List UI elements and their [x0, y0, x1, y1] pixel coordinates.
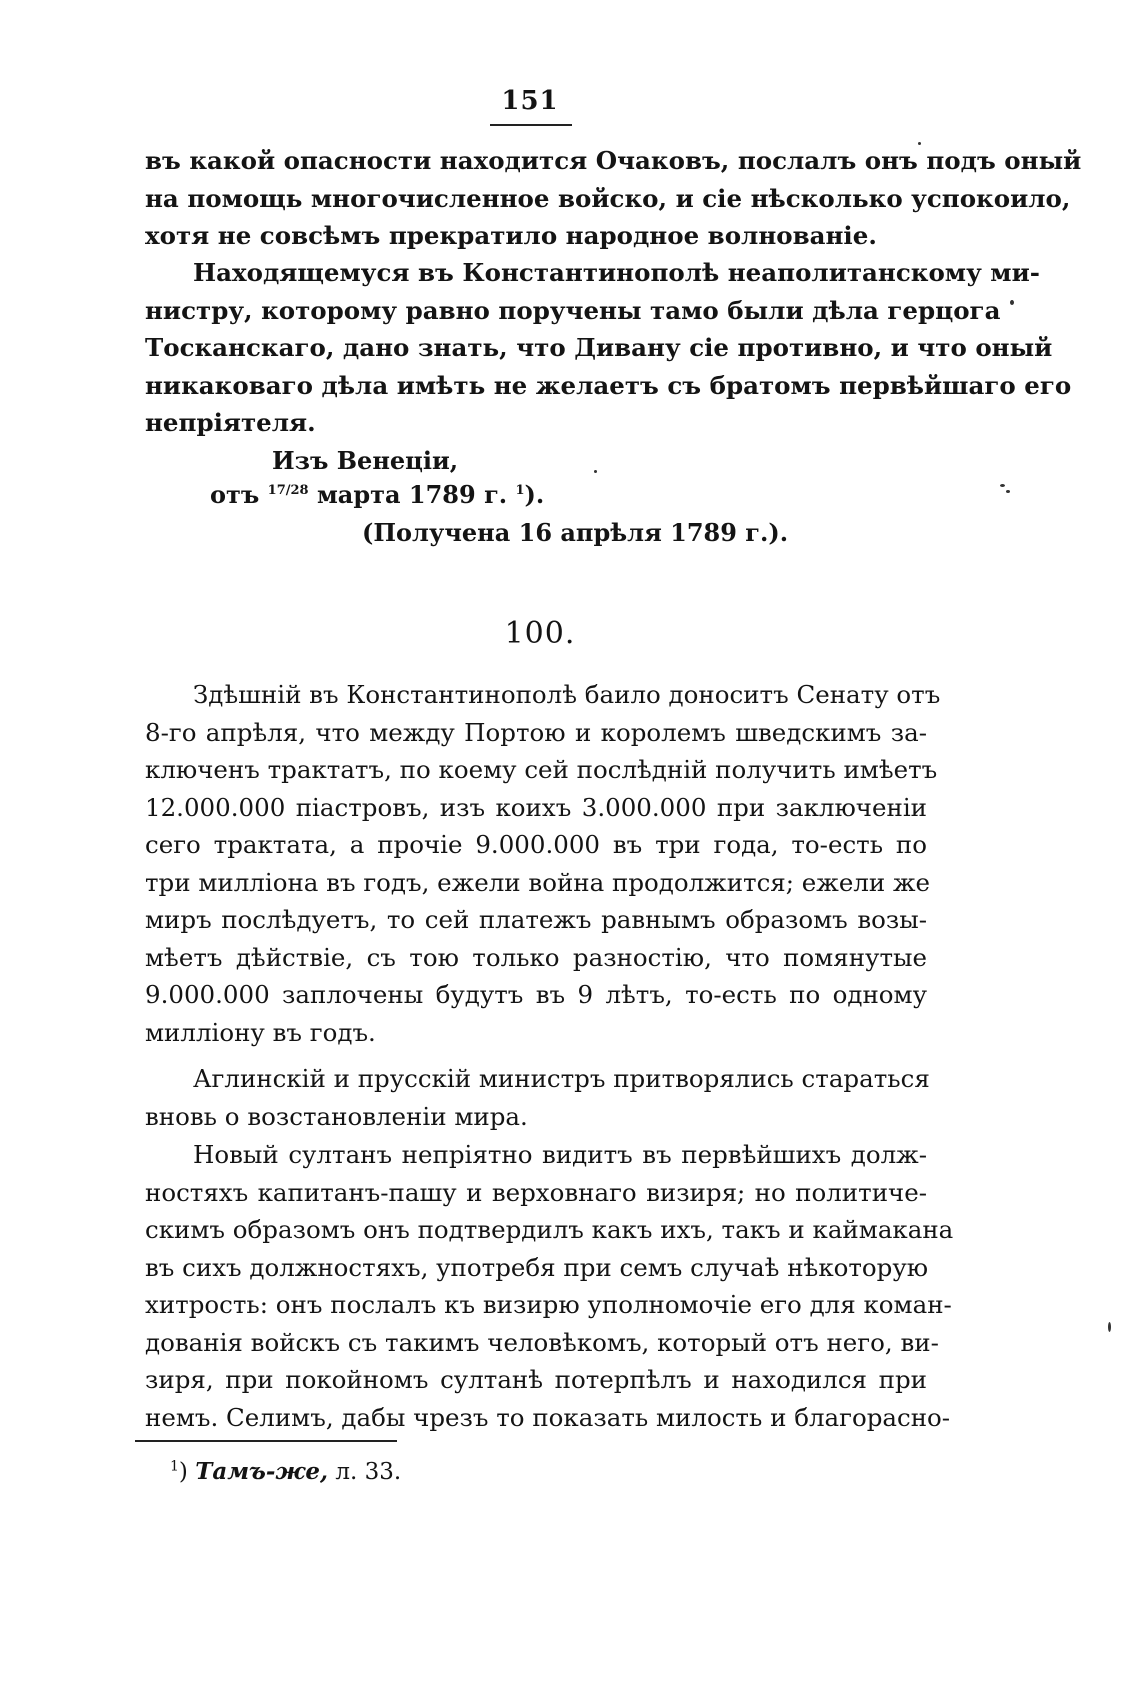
continuation-paragraph — [145, 142, 1082, 255]
dateline-date — [210, 480, 544, 509]
text-line: Тосканскаго, дано знать, что Дивану сіе противно, и что оный — [145, 333, 1053, 362]
text-line: мѣетъ дѣйствіе, съ тою только разностію, что помянутые — [145, 942, 927, 972]
text-line: въ какой опасности находится Очаковъ, послалъ онъ подъ оный — [145, 146, 1082, 175]
page-number-rule — [490, 124, 572, 126]
text-line: нистру, которому равно поручены тамо были дѣла герцога — [145, 295, 1001, 325]
page-number: 151 — [501, 86, 559, 116]
text-line: ностяхъ капитанъ-пашу и верховнаго визиря; но политиче- — [145, 1177, 927, 1207]
text-line: Новый султанъ непріятно видитъ въ первѣйшихъ долж- — [193, 1140, 927, 1169]
footnote-source: Тамъ-же, — [195, 1458, 329, 1485]
text-line: скимъ образомъ онъ подтвердилъ какъ ихъ, такъ и каймакана — [145, 1215, 954, 1244]
text-line: три милліона въ годъ, ежели война продолжится; ежели же — [145, 867, 931, 897]
text-line: дованія войскъ съ такимъ человѣкомъ, который отъ него, ви- — [145, 1327, 939, 1357]
document-number: 100. — [504, 616, 576, 651]
scan-speck — [1010, 300, 1014, 305]
scan-speck — [1108, 1322, 1111, 1332]
bailo-paragraph — [145, 676, 941, 1051]
footnote-rule — [135, 1440, 397, 1442]
text-line: въ сихъ должностяхъ, употребя при семъ случаѣ нѣкоторую — [145, 1252, 929, 1282]
date-prefix: отъ — [210, 480, 260, 509]
text-line: 8-го апрѣля, что между Портою и королемъ шведскимъ за- — [145, 717, 927, 747]
scan-speck — [1000, 484, 1005, 487]
footnote-leaf: л. 33. — [335, 1459, 402, 1485]
scan-speck — [1006, 490, 1010, 493]
footnote-marker: 1 — [170, 1458, 179, 1475]
text-line: Здѣшній въ Константинополѣ баило доноситъ Сенату отъ — [193, 680, 941, 709]
footnote: $^1$) Тамъ-же, л. 33. — [170, 1458, 402, 1485]
text-line: немъ. Селимъ, дабы чрезъ то показать милость и благорасно- — [145, 1402, 951, 1432]
scan-speck — [594, 470, 597, 473]
date-suffix: ). — [524, 480, 545, 509]
text-line: милліону въ годъ. — [145, 1017, 376, 1047]
ministers-paragraph — [145, 1060, 930, 1135]
date-footnote-ref: 1 — [515, 483, 525, 498]
text-line: вновь о возстановленіи мира. — [145, 1101, 528, 1131]
text-line: 12.000.000 піастровъ, изъ коихъ 3.000.000 при заключеніи — [145, 792, 927, 822]
text-line: хотя не совсѣмъ прекратило народное волнованіе. — [145, 221, 877, 250]
text-line: зиря, при покойномъ султанѣ потерпѣлъ и находился при — [145, 1365, 927, 1394]
dateline-received: (Получена 16 апрѣля 1789 г.). — [362, 518, 789, 547]
text-line: миръ послѣдуетъ, то сей платежъ равнымъ образомъ возы- — [145, 905, 927, 934]
text-line: хитрость: онъ послалъ къ визирю уполномочіе его для коман- — [145, 1290, 952, 1319]
text-line: непріятеля. — [145, 408, 316, 437]
date-fraction: 17/28 — [267, 483, 309, 498]
text-line: на помощь многочисленное войско, и сіе нѣсколько успокоило, — [145, 183, 1071, 213]
text-line: сего трактата, а прочіе 9.000.000 въ три года, то-есть по — [145, 830, 927, 859]
text-line: никаковаго дѣла имѣть не желаетъ съ братомъ первѣйшаго его — [145, 370, 1072, 400]
text-line: Аглинскій и прусскій министръ притворялись стараться — [193, 1064, 930, 1093]
sultan-paragraph — [145, 1136, 954, 1436]
date-rest: марта 1789 г. — [316, 480, 508, 509]
naples-paragraph — [145, 254, 1072, 442]
text-line: 9.000.000 заплочены будутъ въ 9 лѣтъ, то-есть по одному — [145, 980, 927, 1009]
text-line: ключенъ трактатъ, по коему сей послѣдній получить имѣетъ — [145, 755, 938, 784]
text-line: Находящемуся въ Константинополѣ неаполитанскому ми- — [193, 258, 1040, 287]
scan-speck — [918, 142, 921, 145]
dateline-origin: Изъ Венеціи, — [272, 446, 459, 475]
